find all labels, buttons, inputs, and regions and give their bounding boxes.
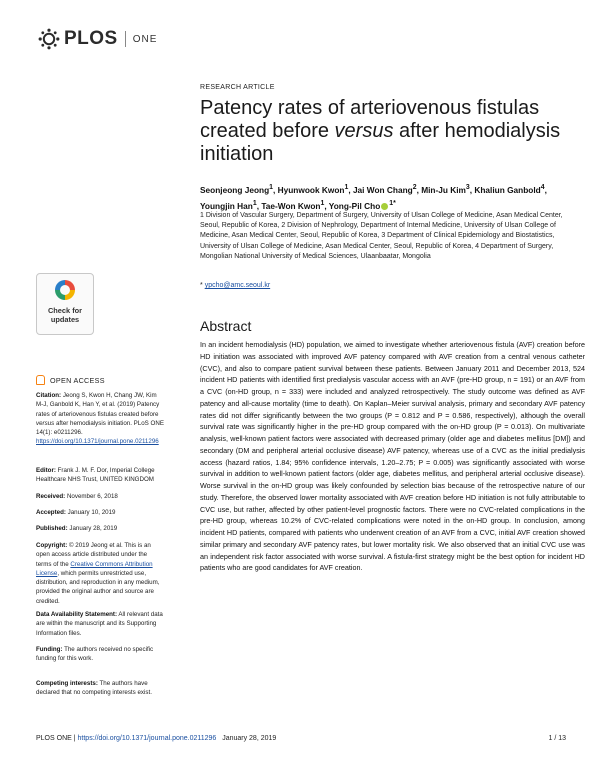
footer-date: January 28, 2019: [222, 735, 277, 742]
footer-doi-link[interactable]: https://doi.org/10.1371/journal.pone.0211296: [77, 735, 217, 742]
competing-interests: Competing interests: The authors have declared that no competing interests exist.: [36, 680, 152, 697]
author[interactable]: Hyunwook Kwon$^1$: [277, 184, 349, 195]
footer-journal: PLOS ONE: [36, 735, 72, 742]
author[interactable]: Youngjin Han$^1$: [200, 199, 257, 211]
check-for-updates-button[interactable]: [36, 273, 94, 335]
open-access-lock-icon: [36, 375, 45, 385]
plos-one-logo: [38, 26, 157, 52]
check-updates-label: Check for updates: [47, 306, 83, 324]
accepted-date: Accepted: January 10, 2019: [36, 509, 116, 516]
author-list: Seonjeong Jeong$^1$, Hyunwook Kwon$^1$, Jai Won Chang$^2$, Min-Ju Kim$^3$, Khaliun Ganbold$^4$, Youngjin Han$^1$, Tae-Won Kwon$^1$, Yong-Pil Cho $^{1*}$: [200, 184, 547, 211]
citation-doi-link[interactable]: https://doi.org/10.1371/journal.pone.0211296: [36, 438, 159, 446]
editor: Editor: Frank J. M. F. Dor, Imperial College Healthcare NHS Trust, UNITED KINGDOM: [36, 467, 155, 484]
page-number: 1 / 13: [548, 735, 566, 742]
correspondence: [200, 282, 270, 289]
license-link[interactable]: Creative Commons Attribution License: [36, 560, 153, 577]
author[interactable]: Khaliun Ganbold$^4$: [474, 184, 545, 195]
check-updates-icon: [55, 280, 75, 300]
logo-brand: PLOS: [64, 28, 118, 49]
published-date: Published: January 28, 2019: [36, 525, 118, 532]
open-access-badge: [36, 375, 105, 385]
author[interactable]: Tae-Won Kwon$^1$: [261, 199, 325, 211]
title-italic: versus: [334, 120, 394, 142]
title-part-1: Patency rates of arteriovenous fistulas created before: [200, 97, 540, 142]
logo-divider: [125, 31, 126, 47]
abstract-text: In an incident hemodialysis (HD) population, we aimed to investigate whether arteriovenous fistula (AVF) creation before HD initiation was associated with improved AVF patency compared with AVF creation from a central venous catheter (CVC), and also to compare patient survival between these patients. Between January 2011 and December 2013, 524 incident HD patients with identified first predialysis vascular access with an AVF (pre-HD group, n = 191) or an AVF from a CVC (on-HD group, n = 333) were included and analyzed retrospectively. The study outcome was defined as AVF patency and all-cause mortality (time to death). On Kaplan–Meier survival analysis, primary and secondary AVF patency rates did not differ significantly between the two groups (P = 0.812 and P = 0.586, respectively), although the overall survival rate was significantly higher in the pre-HD group compared with the on-HD group (P = 0.013). On multivariate analysis, well-known patient factors were associated with decreased primary (older age and diabetes mellitus [DM]) and secondary (DM and peripheral arterial occlusive disease) AVF patency, whereas use of a CVC as the initial predialysis access (hazard ratios, 1.84; 95% confidence intervals, 1.20–2.75; P = 0.005) was significantly associated with worse survival in addition to well-known patient factors (older age, diabetes mellitus, and peripheral arterial occlusive disease). Worse survival in the on-HD group was likely confounded by selection bias because of the retrospective nature of our study. Therefore, the observed lower mortality associated with AVF creation before HD initiation is not fully attributable to CVC use, but rather, affected by other patient-level prognostic factors. There were no CVC-related complications in the pre-HD group, whereas 10.2% of CVC-related complications were noted in the on-HD group. In conclusion, among incident HD patients, compared with patients who underwent creation of an AVF from a CVC, initial AVF creation showed similar primary and secondary AVF patency rates, but lower mortality risk. We also observed that an initial CVC use was an independent risk factor associated with worse survival. A fistula-first strategy might be the best option for incident HD patients who are good candidates for AVF creation.: [200, 340, 585, 573]
copyright: Copyright: © 2019 Jeong et al. This is an open access article distributed under the terms of the Creative Commons Attribution License, which permits unrestricted use, distribution, and reproduction in any medium, provided the original author and source are credited.: [36, 542, 160, 605]
citation: Citation: Jeong S, Kwon H, Chang JW, Kim M-J, Ganbold K, Han Y, et al. (2019) Patency rates of arteriovenous fistulas created before versus after hemodialysis initiation. PLoS ONE 14(1): e0211296. https://doi.org/10.1371/journal.pone.0211296: [36, 392, 164, 446]
title-part-2: after hemodialysis initiation: [200, 120, 561, 165]
received-date: Received: November 6, 2018: [36, 493, 118, 500]
article-title: [200, 97, 570, 166]
author[interactable]: Yong-Pil Cho $^{1*}$: [328, 199, 396, 211]
data-availability: Data Availability Statement: All relevant data are within the manuscript and its Supporting Information files.: [36, 611, 163, 637]
affiliations: 1 Division of Vascular Surgery, Department of Surgery, University of Ulsan College of Medicine, Asan Medical Center, Seoul, Republic of Korea, 2 Division of Nephrology, Department of Internal Medicine, University of Ulsan College of Medicine, Asan Medical Center, Seoul, Republic of Korea, 3 Department of Clinical Epidemiology and Biostatistics, University of Ulsan College of Medicine, Asan Medical Center, Seoul, Republic of Korea, 4 Department of Surgery, Mongolian National University of Medical Sciences, Ulaanbaatar, Mongolia: [200, 212, 563, 260]
article-type: RESEARCH ARTICLE: [200, 84, 275, 91]
funding: Funding: The authors received no specific funding for this work.: [36, 646, 154, 663]
orcid-icon[interactable]: [381, 203, 388, 210]
author[interactable]: Min-Ju Kim$^3$: [421, 184, 470, 195]
logo-journal: ONE: [132, 33, 158, 45]
correspondence-marker: *: [200, 282, 203, 289]
correspondence-email-link[interactable]: ypcho@amc.seoul.kr: [204, 282, 271, 289]
abstract-heading: Abstract: [200, 318, 252, 334]
author[interactable]: Seonjeong Jeong$^1$: [200, 184, 273, 195]
page-footer: PLOS ONE | https://doi.org/10.1371/journal.pone.0211296 January 28, 2019 1 / 13: [36, 735, 566, 742]
plos-logo-icon: [38, 28, 60, 50]
author[interactable]: Jai Won Chang$^2$: [352, 184, 417, 195]
open-access-label: OPEN ACCESS: [50, 375, 105, 385]
